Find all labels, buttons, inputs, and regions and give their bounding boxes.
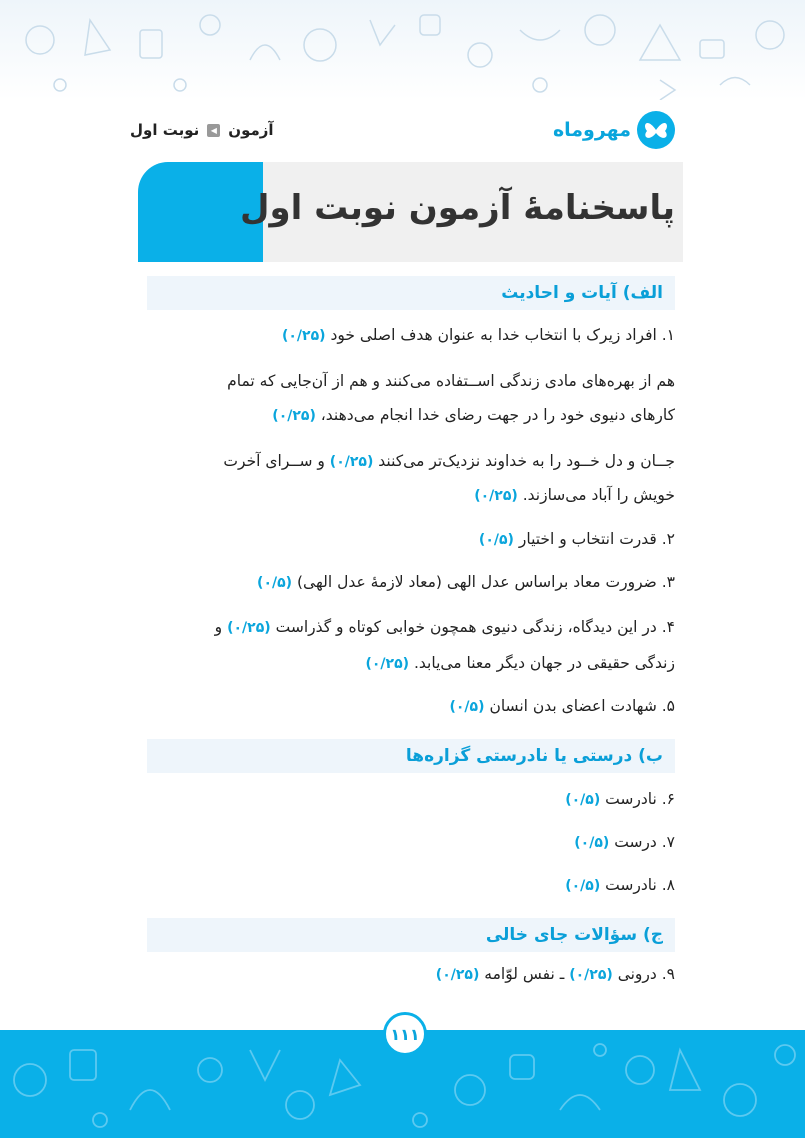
section-title: الف) آیات و احادیث: [501, 283, 663, 303]
answer-text: کارهای دنیوی خود را در جهت رضای خدا انجام می‌دهند،: [320, 406, 675, 424]
score-badge: (۰/۵): [257, 575, 293, 591]
answer-line: [282, 326, 675, 344]
breadcrumb-item: آزمون: [228, 121, 274, 139]
answer-line: [479, 530, 675, 548]
answer-text: ۶. نادرست: [605, 790, 675, 808]
answer-line: [565, 876, 675, 894]
title-block: [138, 162, 683, 262]
answer-text: ۸. نادرست: [605, 876, 675, 894]
score-badge: (۰/۵): [565, 878, 601, 894]
answer-text: جــان و دل خــود را به خداوند نزدیک‌تر می‌کنند: [378, 452, 675, 470]
answer-line: [223, 452, 675, 470]
score-badge: (۰/۵): [449, 699, 485, 715]
answer-text: هم از بهره‌های مادی زندگی اســتفاده می‌کنند و هم از آن‌جایی که تمام: [227, 372, 675, 390]
section-header-b: [147, 739, 675, 773]
score-badge: (۰/۲۵): [569, 967, 613, 983]
chevron-left-icon: ◀: [207, 124, 220, 137]
answer-text: ـ نفس لوّامه: [484, 965, 565, 983]
answer-text: خویش را آباد می‌سازند.: [522, 486, 675, 504]
score-badge: (۰/۲۵): [435, 967, 480, 983]
answer-line: [272, 406, 675, 424]
answer-line: [436, 965, 675, 983]
doodle-pattern-icon: [0, 0, 805, 100]
section-title: ب) درستی یا نادرستی گزاره‌ها: [405, 746, 663, 766]
answer-line: [227, 372, 675, 390]
score-badge: (۰/۲۵): [227, 620, 271, 636]
answer-line: [449, 697, 675, 715]
page-title: پاسخنامهٔ آزمون نوبت اول: [239, 188, 675, 228]
section-header-c: [147, 918, 675, 952]
section-header-a: [147, 276, 675, 310]
answer-text: ۲. قدرت انتخاب و اختیار: [518, 530, 675, 548]
top-pattern-band: [0, 0, 805, 100]
brand: [553, 111, 675, 149]
answer-text: و ســرای آخرت: [223, 452, 325, 470]
score-badge: (۰/۲۵): [365, 656, 410, 672]
answer-line: [365, 654, 675, 672]
answer-line: [565, 790, 675, 808]
page-header: [130, 110, 675, 150]
score-badge: (۰/۲۵): [272, 408, 316, 424]
score-badge: (۰/۵): [478, 532, 514, 548]
answer-text: ۱. افراد زیرک با انتخاب خدا به عنوان هدف اصلی خود: [330, 326, 675, 344]
page-number: ۱۱۱: [383, 1012, 427, 1056]
score-badge: (۰/۵): [565, 792, 601, 808]
score-badge: (۰/۲۵): [474, 488, 518, 504]
breadcrumb: [130, 121, 274, 139]
answer-line: [257, 573, 675, 591]
answer-line: [574, 833, 675, 851]
answer-line: [474, 486, 675, 504]
section-title: ج) سؤالات جای خالی: [485, 925, 663, 945]
answer-text: ۹. درونی: [617, 965, 675, 983]
answer-text: ۳. ضرورت معاد براساس عدل الهی (معاد لازمهٔ عدل الهی): [297, 573, 675, 591]
answer-text: ۷. درست: [614, 833, 675, 851]
answer-text: و: [214, 618, 223, 636]
answer-line: [215, 618, 675, 636]
breadcrumb-item: نوبت اول: [130, 121, 200, 139]
score-badge: (۰/۲۵): [281, 328, 326, 344]
answer-text: ۴. در این دیدگاه، زندگی دنیوی همچون خوابی کوتاه و گذراست: [275, 618, 675, 636]
score-badge: (۰/۲۵): [329, 454, 374, 470]
answer-text: ۵. شهادت اعضای بدن انسان: [489, 697, 675, 715]
butterfly-logo-icon: [637, 111, 675, 149]
score-badge: (۰/۵): [574, 835, 610, 851]
answer-text: زندگی حقیقی در جهان دیگر معنا می‌یابد.: [413, 654, 675, 672]
brand-name: مهروماه: [552, 119, 631, 141]
